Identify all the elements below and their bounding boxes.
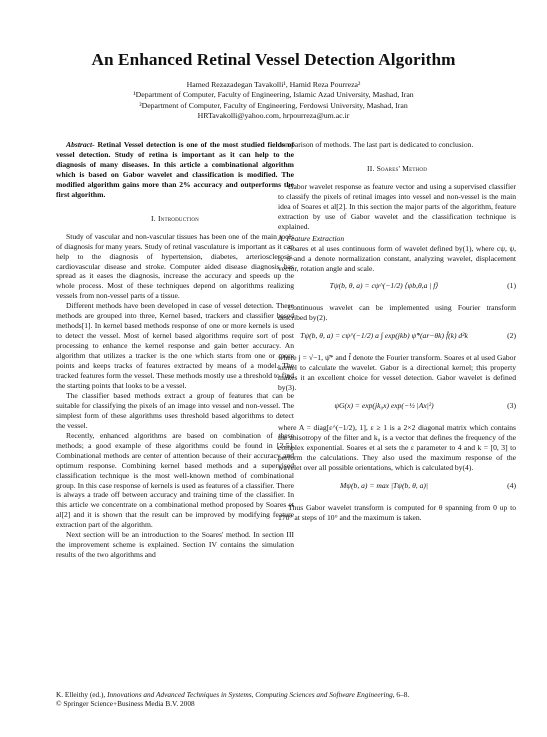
equation-4 bbox=[278, 477, 516, 499]
equation-4-expression: Mψ(b, a) = max |Tψ(b, θ, a)| bbox=[339, 480, 429, 490]
abstract-text: Retinal Vessel detection is one of the most studied fields of vessel detection. Study of retina is important as it can help to the diagnosis of many diseases. In this article a combinational algorithm which is based on Gabor wavelet and classification is modified. The modified algorithm gains more than 2% accuracy and outperforms the first algorithm. bbox=[56, 140, 294, 199]
intro-paragraph-1: Study of vascular and non-vascular tissues has been one of the main tools of diagnosis for many years. Study of retinal vasculature is important as it can help to the diagnosis of hypertension, diabetes, arteriosclerosis, cardiovascular disease and stroke. Computer aided disease diagnosis has spread as it eases the diagnosis, increase the accuracy and speeds up the whole process. Most of these techniques depend on algorithms realizing vessels from non-vessel parts of a tissue. bbox=[56, 231, 294, 301]
method-paragraph-3: Continuous wavelet can be implemented using Fourier transform described by(2). bbox=[278, 303, 516, 323]
method-paragraph-4: where j = √−1, ψ̂* and f̂ denote the Fourier transform. Soares et al used Gabor kernel to calculate the wavelet. Gabor is a directional kernel; this property makes it an excellent choice for vessel detection. Gabor wavelet is defined by(3). bbox=[278, 353, 516, 393]
intro-continued-paragraph: comparison of methods. The last part is dedicated to conclusion. bbox=[278, 140, 474, 149]
equation-2-number: (2) bbox=[507, 331, 516, 341]
equation-3-number: (3) bbox=[507, 401, 516, 411]
affiliation-2: ²Department of Computer, Faculty of Engineering, Ferdowsi University, Mashad, Iran bbox=[139, 100, 408, 110]
intro-paragraph-2: Different methods have been developed in case of vessel detection. These methods are grouped into three, Kernel based, trackers and classifier based methods[1]. In kernel based methods response of one or more kernels is used to detect the vessel. Most of kernel based algorithms require sort of post processing to enhance the kernel response and gain better accuracy. An algorithm that utilizes a tracker is the one which starts from one or more points and keeps tracks of features extracted by means of a model. The tracked features form the vessel. These methods mostly use a threshold to find the starting points that looks to be a vessel. bbox=[56, 301, 294, 390]
intro-paragraph-4: Recently, enhanced algorithms are based on combination of these methods; a good example of these algorithms could be found in [2-5]. Combinational methods are center of attention because of their accuracy and optimum response. Combining kernel based methods and a supervised classification technique is the most well-known method of combinational group. In this case response of kernels is used as features of a classifier. There is always a trade off between accuracy and training time of the classifier. In this article we concentrate on a combinational method proposed by Soares et al[2] and it is shown that the result can be improved by modifying feature extraction part of the algorithm. bbox=[56, 430, 294, 530]
method-paragraph-6: Thus Gabor wavelet transform is computed for θ spanning from 0 up to 170° at steps of 10° and the maximum is taken. bbox=[278, 502, 516, 522]
right-column bbox=[278, 140, 516, 523]
abstract bbox=[56, 140, 294, 200]
equation-3-expression: ψG(x) = exp(jk₀x) exp(−½ |Ax|²) bbox=[334, 401, 434, 411]
author-names: Hamed Rezazadegan Tavakolli¹, Hamid Reza Pourreza² bbox=[186, 80, 361, 89]
equation-1-expression: Tψ(b, θ, a) = cψ^(−1/2) ⟨ψb,θ,a | f⟩ bbox=[329, 281, 439, 291]
footer-pages: , 6–8. bbox=[392, 690, 410, 699]
method-paragraph-5: where A = diag[ε^(−1/2), 1], ε ≥ 1 is a 2×2 diagonal matrix which contains the anisotropy of the filter and k₀ is a vector that defines the frequency of the complex exponential. Soares et al sets the ε parameter to 4 and k = [0, 3] to perform the calculations. They also used the maximum response of the wavelet over all possible orientations, which is calculated by(4). bbox=[278, 423, 516, 473]
footer-book-title: Innovations and Advanced Techniques in Systems, Computing Sciences and Software Engineering bbox=[107, 690, 393, 699]
subsection-heading-feature-extraction: A. Feature Extraction bbox=[278, 233, 345, 243]
method-paragraph-1: Gabor wavelet response as feature vector and using a supervised classifier to classify the pixels of retinal images into vessel and non-vessel is the main idea of Soares et al[2]. In this section the major parts of the algorithm, feature extraction by use of Gabor wavelet and the classification technique is explained. bbox=[278, 181, 516, 231]
abstract-lead: Abstract- bbox=[66, 140, 95, 149]
equation-4-number: (4) bbox=[507, 480, 516, 490]
affiliation-1: ¹Department of Computer, Faculty of Engineering, Islamic Azad University, Mashad, Iran bbox=[133, 90, 414, 100]
equation-1 bbox=[278, 277, 516, 299]
method-paragraph-2: Soares et al uses continuous form of wavelet defined by(1), where cψ, ψ, b, θ and a denote normalization constant, analyzing wavelet, displacement vector, rotation angle and scale. bbox=[278, 243, 516, 273]
equation-2-expression: Tψ(b, θ, a) = cψ^(−1/2) a ∫ exp(jkb) ψ̂*(ar−θk) f̂(k) d²k bbox=[300, 331, 468, 341]
page-footer bbox=[56, 690, 409, 709]
equation-3 bbox=[278, 397, 516, 419]
equation-1-number: (1) bbox=[507, 281, 516, 291]
author-emails: HRTavakolli@yahoo.com, hrpourreza@um.ac.ir bbox=[197, 110, 350, 120]
left-column bbox=[56, 140, 294, 560]
section-heading-soares-method: II. Soares' Method bbox=[366, 163, 428, 173]
author-block bbox=[0, 80, 547, 121]
intro-paragraph-5: Next section will be an introduction to the Soares' method. In section III the improvement scheme is explained. Section IV contains the simulation results of the two algorithms and bbox=[56, 530, 294, 560]
equation-2 bbox=[278, 327, 516, 349]
paper-title: An Enhanced Retinal Vessel Detection Algorithm bbox=[91, 50, 456, 69]
footer-editor: K. Elleithy (ed.), bbox=[56, 690, 108, 699]
footer-copyright: © Springer Science+Business Media B.V. 2008 bbox=[56, 699, 195, 709]
section-heading-introduction: I. Introduction bbox=[151, 213, 199, 223]
intro-paragraph-3: The classifier based methods extract a group of features that can be suitable for classifying the pixels of an image into vessel and non-vessel. The simplest form of these algorithms uses threshold based algorithms to detect the vessel. bbox=[56, 390, 294, 430]
footer-citation bbox=[56, 690, 409, 699]
